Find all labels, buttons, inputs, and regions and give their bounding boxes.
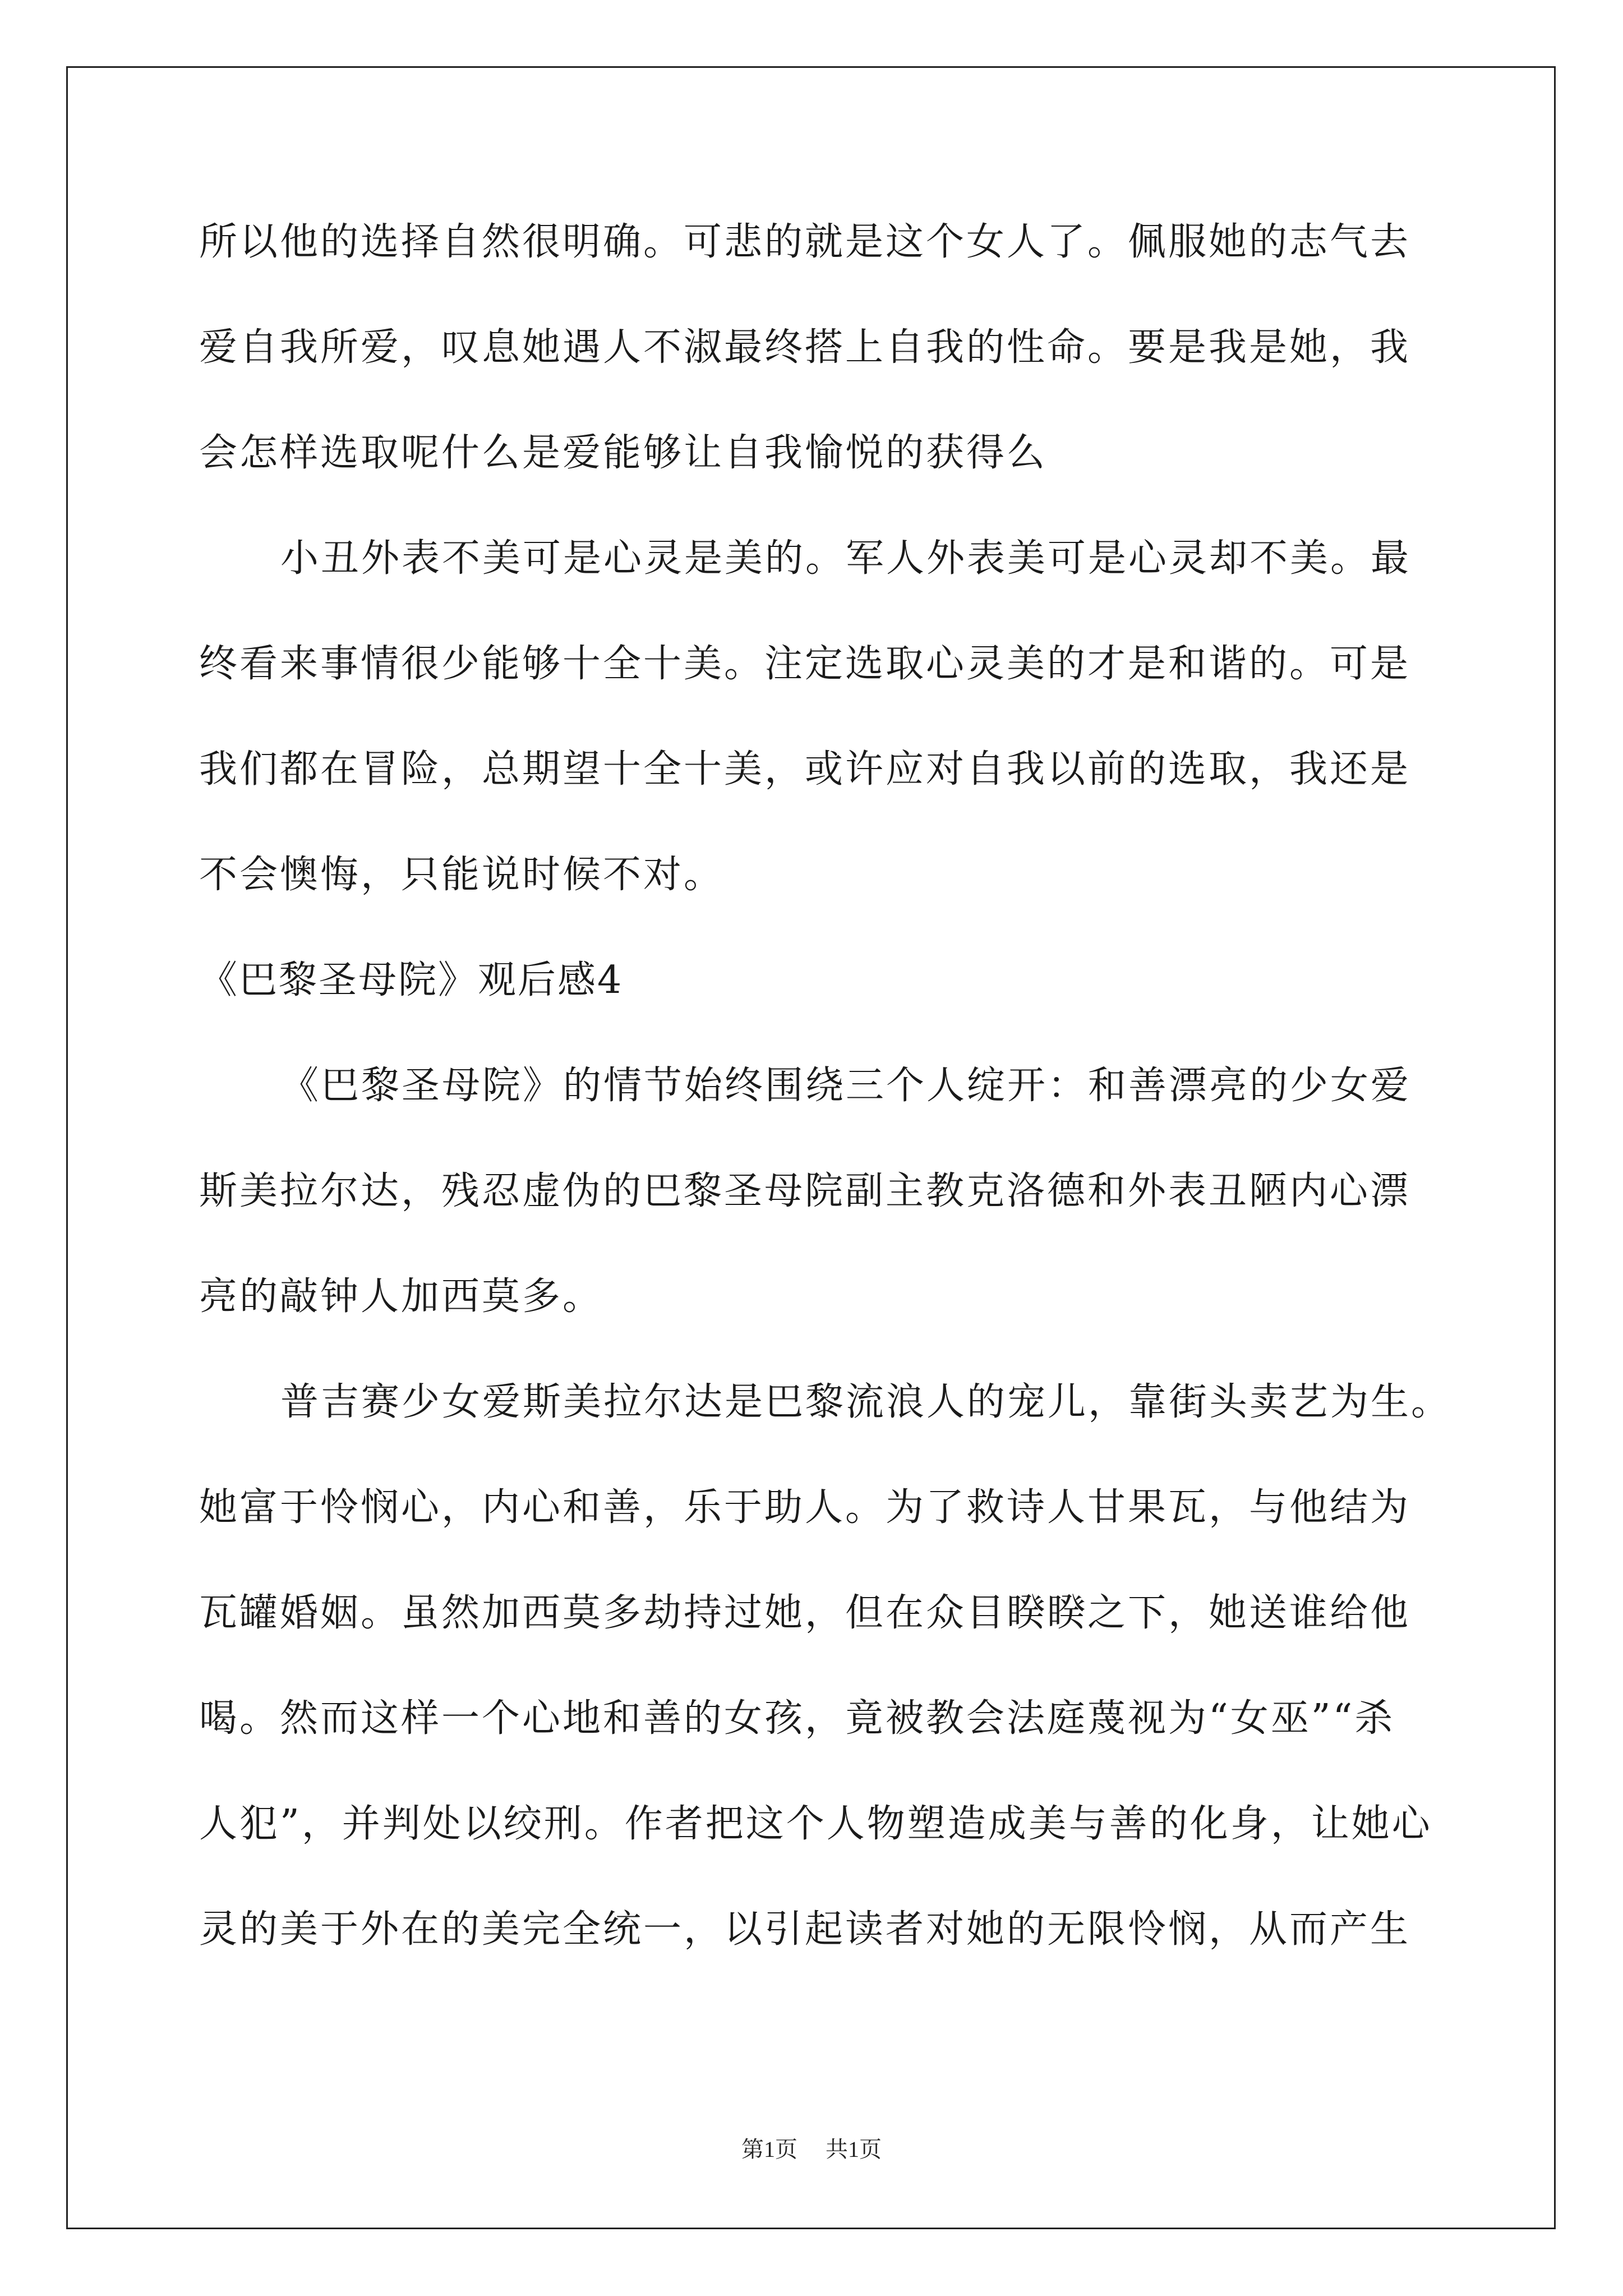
paragraph-start-line: 普吉赛少女爱斯美拉尔达是巴黎流浪人的宠儿，靠街头卖艺为生。 (280, 1380, 1452, 1424)
text-line: 爱自我所爱，叹息她遇人不淑最终搭上自我的性命。要是我是她，我 (199, 325, 1411, 370)
paragraph-start-line: 《巴黎圣母院》的情节始终围绕三个人绽开：和善漂亮的少女爱 (280, 1064, 1412, 1108)
text-line: 会怎样选取呢什么是爱能够让自我愉悦的获得么 (199, 431, 1048, 475)
page-number: 第1页 (741, 2137, 797, 2162)
text-line: 斯美拉尔达，残忍虚伪的巴黎圣母院副主教克洛德和外表丑陋内心漂 (199, 1169, 1411, 1213)
text-line: 不会懊悔，只能说时候不对。 (199, 853, 725, 897)
text-line: 人犯”，并判处以绞刑。作者把这个人物塑造成美与善的化身，让她心 (199, 1802, 1432, 1846)
text-line: 亮的敲钟人加西莫多。 (199, 1274, 603, 1319)
page-total: 共1页 (826, 2137, 882, 2162)
page-footer (0, 2132, 1623, 2164)
section-heading: 《巴黎圣母院》观后感4 (199, 958, 624, 1002)
text-line: 瓦罐婚姻。虽然加西莫多劫持过她，但在众目睽睽之下，她送谁给他 (199, 1591, 1411, 1635)
text-line: 所以他的选择自然很明确。可悲的就是这个女人了。佩服她的志气去 (199, 220, 1411, 264)
text-line: 终看来事情很少能够十全十美。注定选取心灵美的才是和谐的。可是 (199, 642, 1411, 686)
text-line: 灵的美于外在的美完全统一，以引起读者对她的无限怜悯，从而产生 (199, 1907, 1411, 1952)
document-body (199, 216, 1452, 2009)
text-line: 她富于怜悯心，内心和善，乐于助人。为了救诗人甘果瓦，与他结为 (199, 1485, 1411, 1530)
text-line: 喝。然而这样一个心地和善的女孩，竟被教会法庭蔑视为“女巫”“杀 (199, 1696, 1395, 1741)
text-line: 我们都在冒险，总期望十全十美，或许应对自我以前的选取，我还是 (199, 747, 1411, 792)
paragraph-start-line: 小丑外表不美可是心灵是美的。军人外表美可是心灵却不美。最 (280, 536, 1412, 581)
